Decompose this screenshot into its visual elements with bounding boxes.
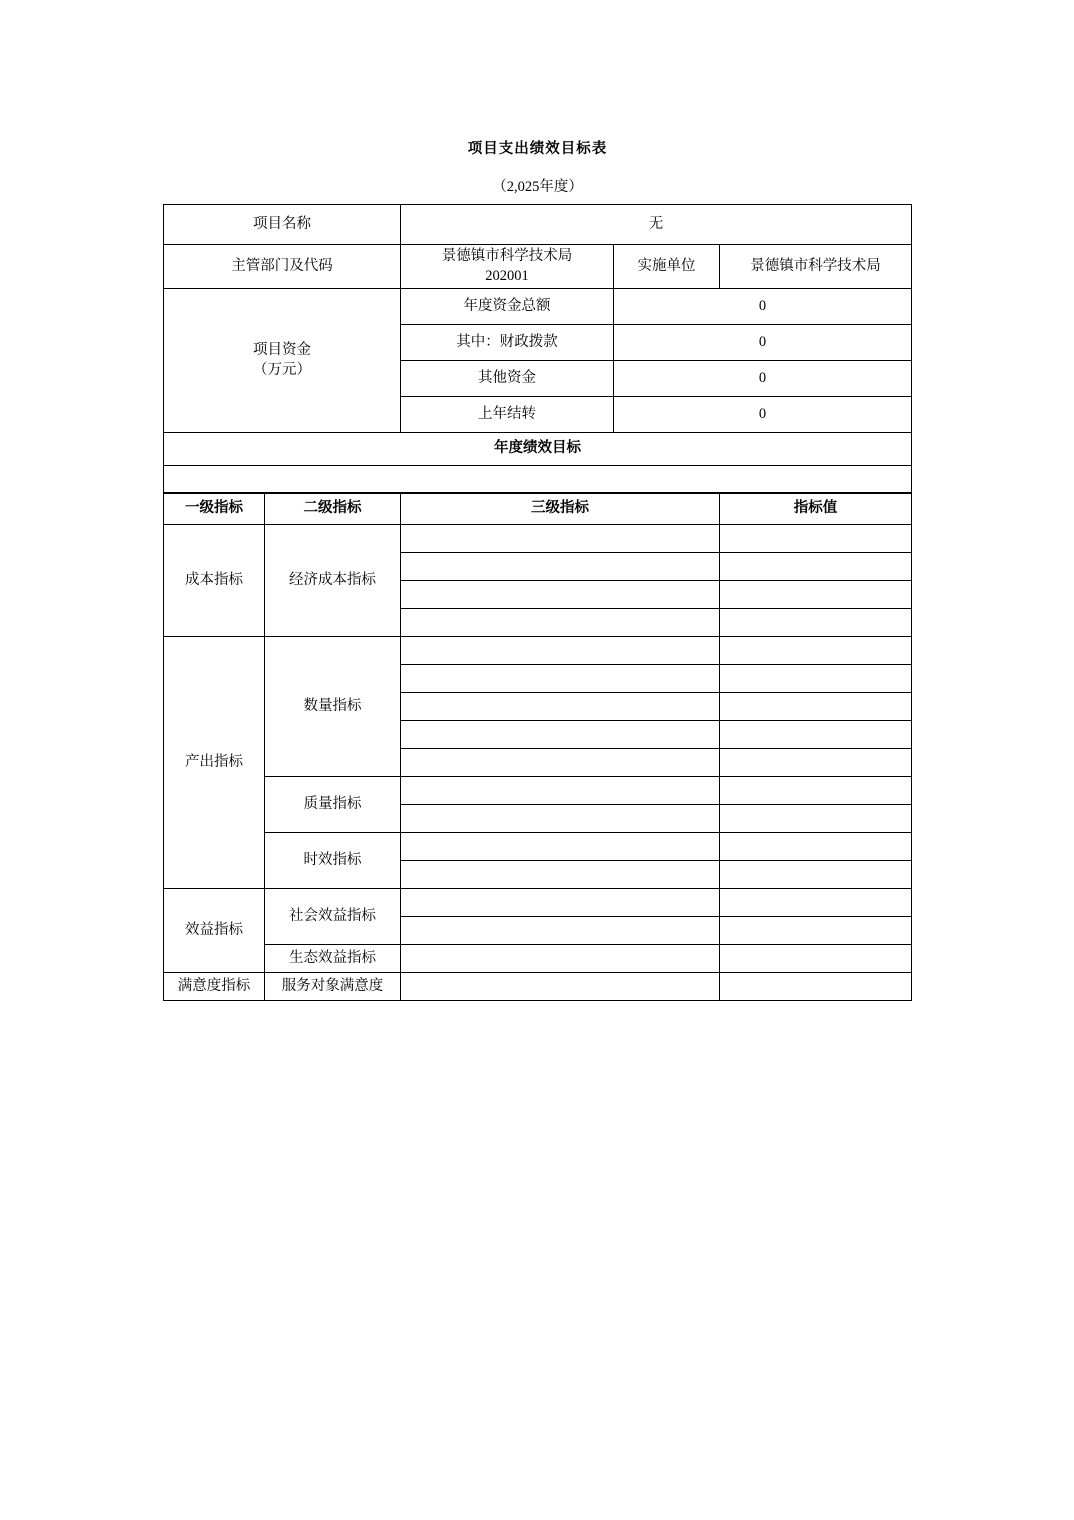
project-name-row bbox=[164, 205, 912, 245]
indicator-row bbox=[164, 525, 912, 553]
funds-other-label: 其他资金 bbox=[401, 361, 614, 397]
indicator-value-cell[interactable] bbox=[720, 665, 912, 693]
level1-indicator-0: 成本指标 bbox=[164, 525, 265, 637]
indicator-value-cell[interactable] bbox=[720, 721, 912, 749]
level3-indicator-cell[interactable] bbox=[401, 581, 720, 609]
level2-indicator-1-1: 质量指标 bbox=[265, 777, 401, 833]
funds-label-line1: 项目资金 bbox=[253, 341, 311, 358]
header-level3: 三级指标 bbox=[401, 494, 720, 525]
indicator-value-cell[interactable] bbox=[720, 525, 912, 553]
level1-indicator-3: 满意度指标 bbox=[164, 973, 265, 1001]
indicator-value-cell[interactable] bbox=[720, 581, 912, 609]
performance-target-sheet bbox=[163, 128, 911, 1001]
level3-indicator-cell[interactable] bbox=[401, 609, 720, 637]
funds-label bbox=[164, 289, 401, 433]
department-value bbox=[401, 245, 614, 289]
indicator-value-cell[interactable] bbox=[720, 945, 912, 973]
title-row bbox=[164, 128, 912, 172]
level3-indicator-cell[interactable] bbox=[401, 721, 720, 749]
level3-indicator-cell[interactable] bbox=[401, 525, 720, 553]
level3-indicator-cell[interactable] bbox=[401, 889, 720, 917]
indicator-value-cell[interactable] bbox=[720, 917, 912, 945]
level3-indicator-cell[interactable] bbox=[401, 917, 720, 945]
indicator-value-cell[interactable] bbox=[720, 553, 912, 581]
department-label: 主管部门及代码 bbox=[164, 245, 401, 289]
funds-other-value: 0 bbox=[614, 361, 912, 397]
level2-indicator-0-0: 经济成本指标 bbox=[265, 525, 401, 637]
department-value-line2: 202001 bbox=[485, 267, 529, 284]
header-level2: 二级指标 bbox=[265, 494, 401, 525]
funds-carryover-value: 0 bbox=[614, 397, 912, 433]
funds-carryover-label: 上年结转 bbox=[401, 397, 614, 433]
level3-indicator-cell[interactable] bbox=[401, 777, 720, 805]
project-name-value: 无 bbox=[401, 205, 912, 245]
indicator-value-cell[interactable] bbox=[720, 637, 912, 665]
spacer-row bbox=[164, 466, 912, 493]
indicator-value-cell[interactable] bbox=[720, 889, 912, 917]
level3-indicator-cell[interactable] bbox=[401, 665, 720, 693]
indicator-value-cell[interactable] bbox=[720, 749, 912, 777]
indicator-row bbox=[164, 973, 912, 1001]
implementing-unit-value: 景德镇市科学技术局 bbox=[720, 245, 912, 289]
level1-indicator-1: 产出指标 bbox=[164, 637, 265, 889]
level3-indicator-cell[interactable] bbox=[401, 553, 720, 581]
level1-indicator-2: 效益指标 bbox=[164, 889, 265, 973]
header-value: 指标值 bbox=[720, 494, 912, 525]
indicator-row bbox=[164, 833, 912, 861]
indicator-table bbox=[163, 493, 912, 1001]
spacer-cell bbox=[164, 466, 912, 493]
level3-indicator-cell[interactable] bbox=[401, 805, 720, 833]
funds-row-0 bbox=[164, 289, 912, 325]
level3-indicator-cell[interactable] bbox=[401, 749, 720, 777]
implementing-unit-label: 实施单位 bbox=[614, 245, 720, 289]
indicator-row bbox=[164, 945, 912, 973]
level3-indicator-cell[interactable] bbox=[401, 693, 720, 721]
funds-total-value: 0 bbox=[614, 289, 912, 325]
funds-label-line2: （万元） bbox=[253, 361, 311, 378]
indicator-value-cell[interactable] bbox=[720, 693, 912, 721]
page-subtitle: （2,025年度） bbox=[492, 179, 583, 196]
annual-performance-section-title: 年度绩效目标 bbox=[164, 433, 912, 466]
header-table bbox=[163, 128, 912, 493]
department-row bbox=[164, 245, 912, 289]
level3-indicator-cell[interactable] bbox=[401, 861, 720, 889]
indicator-row bbox=[164, 637, 912, 665]
indicator-header-row bbox=[164, 494, 912, 525]
page-title: 项目支出绩效目标表 bbox=[467, 141, 608, 158]
level3-indicator-cell[interactable] bbox=[401, 973, 720, 1001]
indicator-row bbox=[164, 777, 912, 805]
level2-indicator-1-0: 数量指标 bbox=[265, 637, 401, 777]
level2-indicator-2-0: 社会效益指标 bbox=[265, 889, 401, 945]
indicator-row bbox=[164, 889, 912, 917]
funds-fiscal-label: 其中：财政拨款 bbox=[401, 325, 614, 361]
level3-indicator-cell[interactable] bbox=[401, 945, 720, 973]
department-value-line1: 景德镇市科学技术局 bbox=[441, 247, 573, 264]
level3-indicator-cell[interactable] bbox=[401, 833, 720, 861]
section-title-row bbox=[164, 433, 912, 466]
header-level1: 一级指标 bbox=[164, 494, 265, 525]
indicator-value-cell[interactable] bbox=[720, 973, 912, 1001]
level2-indicator-2-1: 生态效益指标 bbox=[265, 945, 401, 973]
level3-indicator-cell[interactable] bbox=[401, 637, 720, 665]
indicator-value-cell[interactable] bbox=[720, 861, 912, 889]
indicator-value-cell[interactable] bbox=[720, 609, 912, 637]
indicator-value-cell[interactable] bbox=[720, 777, 912, 805]
funds-total-label: 年度资金总额 bbox=[401, 289, 614, 325]
indicator-value-cell[interactable] bbox=[720, 805, 912, 833]
level2-indicator-1-2: 时效指标 bbox=[265, 833, 401, 889]
funds-fiscal-value: 0 bbox=[614, 325, 912, 361]
level2-indicator-3-0: 服务对象满意度 bbox=[265, 973, 401, 1001]
project-name-label: 项目名称 bbox=[164, 205, 401, 245]
indicator-value-cell[interactable] bbox=[720, 833, 912, 861]
subtitle-row bbox=[164, 172, 912, 205]
